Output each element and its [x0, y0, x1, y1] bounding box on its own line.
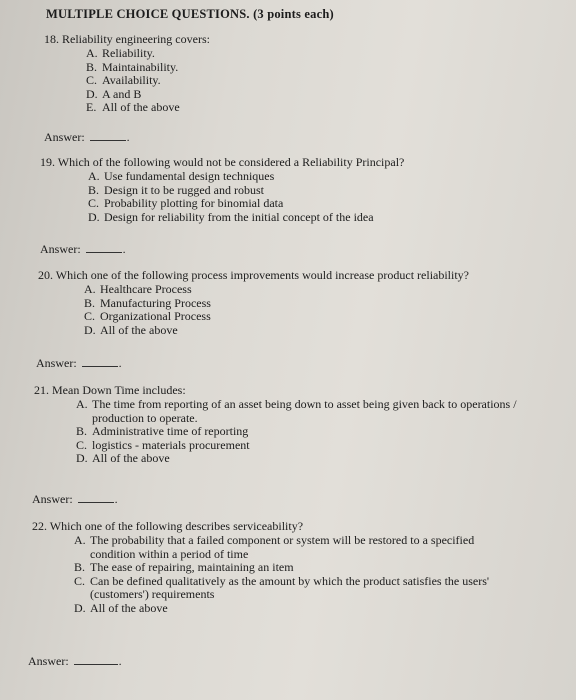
option-a[interactable]: A. Healthcare Process — [84, 282, 192, 296]
answer-22: Answer: . — [28, 654, 122, 668]
question-text: 19. Which of the following would not be considered a Reliability Principal? — [40, 155, 405, 169]
option-list — [88, 170, 404, 224]
option-b[interactable]: B. Administrative time of reporting — [76, 424, 249, 438]
option-d[interactable]: D. All of the above — [76, 451, 170, 465]
answer-blank[interactable] — [78, 494, 114, 503]
page-title: MULTIPLE CHOICE QUESTIONS. (3 points each) — [46, 7, 334, 21]
option-c[interactable]: C. Probability plotting for binomial data — [88, 196, 284, 210]
option-b[interactable]: B. The ease of repairing, maintaining an item — [74, 560, 294, 574]
option-c[interactable]: C. Can be defined qualitatively as the amount by which the product satisfies the users' (customers') requirements — [74, 573, 490, 601]
option-c[interactable]: C. logistics - materials procurement — [76, 437, 250, 452]
answer-21: Answer: . — [32, 492, 118, 506]
question-text: 22. Which one of the following describes serviceability? — [32, 519, 304, 533]
option-b[interactable]: B. Maintainability. — [86, 59, 179, 74]
option-list — [76, 398, 517, 466]
answer-blank[interactable] — [74, 656, 118, 665]
question-text: 20. Which one of the following process improvements would increase product reliability? — [38, 268, 470, 282]
option-c[interactable]: C. Organizational Process — [84, 309, 211, 323]
option-d[interactable]: D. Design for reliability from the initial concept of the idea — [88, 209, 374, 224]
option-c[interactable]: C. Availability. — [86, 73, 161, 87]
answer-20: Answer: . — [36, 356, 122, 370]
option-list — [86, 47, 210, 115]
question-21 — [34, 383, 517, 466]
answer-blank[interactable] — [82, 358, 118, 367]
option-e[interactable]: E. All of the above — [86, 100, 180, 114]
question-18 — [44, 32, 210, 115]
answer-18: Answer: . — [44, 130, 130, 144]
question-22 — [32, 519, 489, 615]
option-b[interactable]: B. Design it to be rugged and robust — [88, 182, 264, 197]
question-text: 18. Reliability engineering covers: — [44, 32, 210, 46]
option-a[interactable]: A. The probability that a failed component or system will be restored to a specified condition within a period of time — [74, 533, 475, 561]
question-text: 21. Mean Down Time includes: — [34, 383, 186, 397]
answer-blank[interactable] — [90, 132, 126, 141]
option-d[interactable]: D. All of the above — [84, 322, 178, 337]
question-20 — [38, 268, 469, 337]
option-a[interactable]: A. The time from reporting of an asset being down to asset being given back to operations / production to operate. — [76, 397, 517, 425]
answer-blank[interactable] — [86, 244, 122, 253]
answer-19: Answer: . — [40, 242, 126, 256]
option-d[interactable]: D. A and B — [86, 86, 142, 101]
option-b[interactable]: B. Manufacturing Process — [84, 295, 211, 310]
option-list — [84, 283, 469, 337]
option-a[interactable]: A. Use fundamental design techniques — [88, 169, 275, 183]
option-list — [74, 534, 489, 615]
option-a[interactable]: A. Reliability. — [86, 46, 155, 60]
question-19 — [40, 155, 404, 224]
option-d[interactable]: D. All of the above — [74, 600, 168, 615]
